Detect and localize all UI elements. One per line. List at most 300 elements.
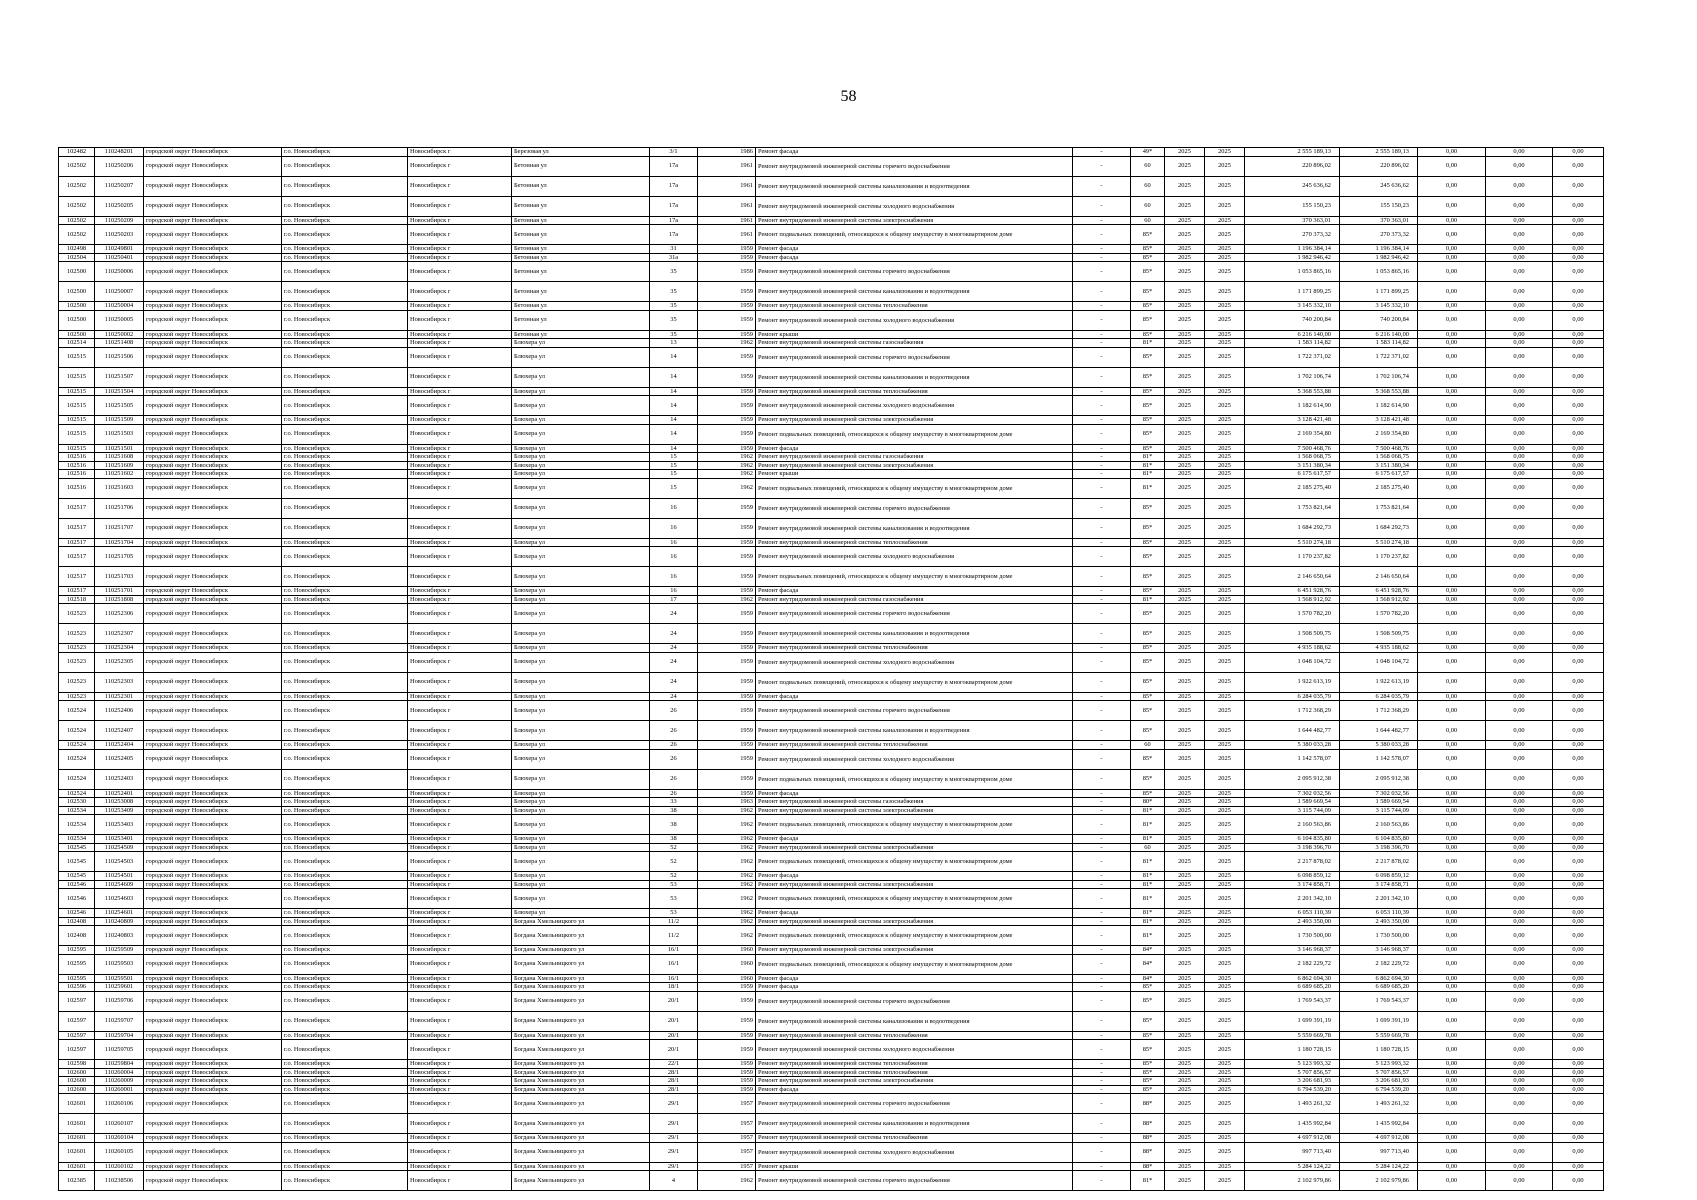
municipality-short-cell: г.о. Новосибирск: [282, 310, 408, 330]
city-cell: Новосибирск г: [408, 917, 512, 926]
cost-total-cell: 2 146 650,64: [1245, 567, 1340, 587]
work-type-cell: Ремонт внутридомовой инженерной системы электроснабжения: [756, 416, 1073, 425]
house-id-cell: 102515: [59, 396, 95, 416]
cost-fund-cell: 6 451 928,76: [1340, 587, 1418, 596]
year-end-cell: 2025: [1205, 872, 1245, 881]
cost-fund-cell: 1 583 114,82: [1340, 339, 1418, 348]
building-number-cell: 14: [650, 416, 698, 425]
house-id-cell: 102500: [59, 262, 95, 282]
dash-marker-cell: -: [1073, 587, 1131, 596]
work-code-cell: 110251609: [95, 461, 144, 470]
cost-total-cell: 1 702 106,74: [1245, 367, 1340, 387]
table-row: [59, 1068, 1604, 1077]
house-id-cell: 102545: [59, 872, 95, 881]
year-end-cell: 2025: [1205, 917, 1245, 926]
cost-other-cell: 0,00: [1553, 1060, 1604, 1069]
cost-other-cell: 0,00: [1553, 1171, 1604, 1191]
street-cell: Блюхера ул: [512, 835, 650, 844]
city-cell: Новосибирск г: [408, 387, 512, 396]
cost-budget-a-cell: 0,00: [1418, 176, 1486, 196]
build-year-cell: 1959: [698, 1085, 756, 1094]
building-number-cell: 35: [650, 310, 698, 330]
cost-budget-b-cell: 0,00: [1486, 604, 1553, 624]
cost-fund-cell: 1 196 384,14: [1340, 245, 1418, 254]
city-cell: Новосибирск г: [408, 749, 512, 769]
cost-other-cell: 0,00: [1553, 225, 1604, 245]
build-year-cell: 1959: [698, 587, 756, 596]
work-code-cell: 110250203: [95, 225, 144, 245]
year-end-cell: 2025: [1205, 253, 1245, 262]
cost-budget-b-cell: 0,00: [1486, 624, 1553, 644]
cost-other-cell: 0,00: [1553, 310, 1604, 330]
year-end-cell: 2025: [1205, 1031, 1245, 1040]
build-year-cell: 1962: [698, 339, 756, 348]
work-type-cell: Ремонт подвальных помещений, относящихся к общему имуществу в многоквартирном доме: [756, 852, 1073, 872]
wear-percent-cell: 81*: [1131, 470, 1165, 479]
dash-marker-cell: -: [1073, 461, 1131, 470]
build-year-cell: 1959: [698, 498, 756, 518]
city-cell: Новосибирск г: [408, 1011, 512, 1031]
cost-budget-b-cell: 0,00: [1486, 692, 1553, 701]
municipality-name-cell: городской округ Новосибирск: [144, 974, 282, 983]
table-row: [59, 538, 1604, 547]
municipality-name-cell: городской округ Новосибирск: [144, 991, 282, 1011]
street-cell: Блюхера ул: [512, 547, 650, 567]
wear-percent-cell: 81*: [1131, 926, 1165, 946]
cost-budget-b-cell: 0,00: [1486, 282, 1553, 302]
cost-total-cell: 1 568 068,75: [1245, 453, 1340, 462]
cost-budget-a-cell: 0,00: [1418, 692, 1486, 701]
table-row: [59, 461, 1604, 470]
cost-budget-b-cell: 0,00: [1486, 1094, 1553, 1114]
work-code-cell: 110252304: [95, 644, 144, 653]
work-code-cell: 110253008: [95, 798, 144, 807]
build-year-cell: 1959: [698, 1040, 756, 1060]
dash-marker-cell: -: [1073, 880, 1131, 889]
table-row: [59, 946, 1604, 955]
cost-budget-a-cell: 0,00: [1418, 1077, 1486, 1086]
city-cell: Новосибирск г: [408, 518, 512, 538]
table-row: [59, 176, 1604, 196]
cost-other-cell: 0,00: [1553, 815, 1604, 835]
municipality-short-cell: г.о. Новосибирск: [282, 852, 408, 872]
dash-marker-cell: -: [1073, 196, 1131, 216]
year-start-cell: 2025: [1165, 396, 1205, 416]
cost-budget-b-cell: 0,00: [1486, 806, 1553, 815]
work-type-cell: Ремонт подвальных помещений, относящихся к общему имуществу в многоквартирном доме: [756, 926, 1073, 946]
work-code-cell: 110251608: [95, 453, 144, 462]
year-end-cell: 2025: [1205, 798, 1245, 807]
wear-percent-cell: 85*: [1131, 253, 1165, 262]
municipality-short-cell: г.о. Новосибирск: [282, 424, 408, 444]
table-row: [59, 644, 1604, 653]
cost-budget-a-cell: 0,00: [1418, 547, 1486, 567]
wear-percent-cell: 81*: [1131, 595, 1165, 604]
city-cell: Новосибирск г: [408, 692, 512, 701]
cost-fund-cell: 3 115 744,09: [1340, 806, 1418, 815]
cost-budget-a-cell: 0,00: [1418, 156, 1486, 176]
table-row: [59, 302, 1604, 311]
table-row: [59, 148, 1604, 157]
build-year-cell: 1959: [698, 330, 756, 339]
street-cell: Блюхера ул: [512, 789, 650, 798]
street-cell: Блюхера ул: [512, 498, 650, 518]
cost-other-cell: 0,00: [1553, 1134, 1604, 1143]
build-year-cell: 1960: [698, 974, 756, 983]
house-id-cell: 102601: [59, 1134, 95, 1143]
year-end-cell: 2025: [1205, 1114, 1245, 1134]
build-year-cell: 1959: [698, 444, 756, 453]
cost-budget-b-cell: 0,00: [1486, 498, 1553, 518]
city-cell: Новосибирск г: [408, 624, 512, 644]
cost-budget-a-cell: 0,00: [1418, 478, 1486, 498]
cost-other-cell: 0,00: [1553, 262, 1604, 282]
year-end-cell: 2025: [1205, 889, 1245, 909]
build-year-cell: 1959: [698, 424, 756, 444]
dash-marker-cell: -: [1073, 1142, 1131, 1162]
dash-marker-cell: -: [1073, 1060, 1131, 1069]
cost-budget-a-cell: 0,00: [1418, 367, 1486, 387]
cost-budget-b-cell: 0,00: [1486, 330, 1553, 339]
cost-fund-cell: 1 730 500,00: [1340, 926, 1418, 946]
house-id-cell: 102515: [59, 424, 95, 444]
dash-marker-cell: -: [1073, 835, 1131, 844]
year-end-cell: 2025: [1205, 387, 1245, 396]
municipality-name-cell: городской округ Новосибирск: [144, 216, 282, 225]
city-cell: Новосибирск г: [408, 1031, 512, 1040]
municipality-name-cell: городской округ Новосибирск: [144, 1114, 282, 1134]
year-end-cell: 2025: [1205, 701, 1245, 721]
table-row: [59, 798, 1604, 807]
house-id-cell: 102523: [59, 652, 95, 672]
build-year-cell: 1959: [698, 983, 756, 992]
cost-total-cell: 2 160 563,86: [1245, 815, 1340, 835]
municipality-name-cell: городской округ Новосибирск: [144, 176, 282, 196]
city-cell: Новосибирск г: [408, 547, 512, 567]
year-start-cell: 2025: [1165, 1171, 1205, 1191]
cost-other-cell: 0,00: [1553, 339, 1604, 348]
cost-budget-b-cell: 0,00: [1486, 262, 1553, 282]
dash-marker-cell: -: [1073, 991, 1131, 1011]
wear-percent-cell: 85*: [1131, 444, 1165, 453]
wear-percent-cell: 85*: [1131, 518, 1165, 538]
dash-marker-cell: -: [1073, 156, 1131, 176]
house-id-cell: 102515: [59, 387, 95, 396]
work-type-cell: Ремонт внутридомовой инженерной системы холодного водоснабжения: [756, 1040, 1073, 1060]
dash-marker-cell: -: [1073, 1068, 1131, 1077]
year-end-cell: 2025: [1205, 1162, 1245, 1171]
dash-marker-cell: -: [1073, 282, 1131, 302]
cost-fund-cell: 1 048 104,72: [1340, 652, 1418, 672]
work-code-cell: 110251509: [95, 416, 144, 425]
cost-fund-cell: 6 862 694,30: [1340, 974, 1418, 983]
work-code-cell: 110251707: [95, 518, 144, 538]
cost-total-cell: 2 555 189,13: [1245, 148, 1340, 157]
house-id-cell: 102516: [59, 453, 95, 462]
cost-fund-cell: 220 896,02: [1340, 156, 1418, 176]
cost-budget-b-cell: 0,00: [1486, 347, 1553, 367]
cost-total-cell: 3 174 858,71: [1245, 880, 1340, 889]
building-number-cell: 14: [650, 424, 698, 444]
work-code-cell: 110250207: [95, 176, 144, 196]
house-id-cell: 102546: [59, 909, 95, 918]
wear-percent-cell: 88*: [1131, 1114, 1165, 1134]
building-number-cell: 52: [650, 872, 698, 881]
municipality-name-cell: городской округ Новосибирск: [144, 749, 282, 769]
municipality-short-cell: г.о. Новосибирск: [282, 176, 408, 196]
cost-total-cell: 1 730 500,00: [1245, 926, 1340, 946]
work-code-cell: 110254509: [95, 843, 144, 852]
municipality-name-cell: городской округ Новосибирск: [144, 262, 282, 282]
work-type-cell: Ремонт внутридомовой инженерной системы теплоснабжения: [756, 741, 1073, 750]
year-end-cell: 2025: [1205, 498, 1245, 518]
municipality-name-cell: городской округ Новосибирск: [144, 330, 282, 339]
cost-fund-cell: 3 174 858,71: [1340, 880, 1418, 889]
street-cell: Блюхера ул: [512, 624, 650, 644]
cost-other-cell: 0,00: [1553, 880, 1604, 889]
municipality-short-cell: г.о. Новосибирск: [282, 339, 408, 348]
cost-budget-b-cell: 0,00: [1486, 974, 1553, 983]
work-type-cell: Ремонт внутридомовой инженерной системы холодного водоснабжения: [756, 1142, 1073, 1162]
work-code-cell: 110250002: [95, 330, 144, 339]
cost-fund-cell: 155 150,23: [1340, 196, 1418, 216]
cost-total-cell: 370 363,01: [1245, 216, 1340, 225]
wear-percent-cell: 81*: [1131, 478, 1165, 498]
building-number-cell: 20/1: [650, 1040, 698, 1060]
municipality-short-cell: г.о. Новосибирск: [282, 587, 408, 596]
building-number-cell: 11/2: [650, 917, 698, 926]
city-cell: Новосибирск г: [408, 880, 512, 889]
work-code-cell: 110251603: [95, 478, 144, 498]
wear-percent-cell: 81*: [1131, 852, 1165, 872]
wear-percent-cell: 85*: [1131, 396, 1165, 416]
table-row: [59, 1114, 1604, 1134]
municipality-name-cell: городской округ Новосибирск: [144, 624, 282, 644]
table-row: [59, 1142, 1604, 1162]
cost-fund-cell: 7 500 468,76: [1340, 444, 1418, 453]
building-number-cell: 16: [650, 538, 698, 547]
city-cell: Новосибирск г: [408, 806, 512, 815]
building-number-cell: 16/1: [650, 946, 698, 955]
cost-budget-b-cell: 0,00: [1486, 1068, 1553, 1077]
cost-other-cell: 0,00: [1553, 835, 1604, 844]
cost-fund-cell: 1 570 782,20: [1340, 604, 1418, 624]
cost-total-cell: 3 198 396,70: [1245, 843, 1340, 852]
cost-budget-a-cell: 0,00: [1418, 852, 1486, 872]
build-year-cell: 1959: [698, 245, 756, 254]
cost-budget-b-cell: 0,00: [1486, 547, 1553, 567]
year-start-cell: 2025: [1165, 624, 1205, 644]
municipality-short-cell: г.о. Новосибирск: [282, 991, 408, 1011]
city-cell: Новосибирск г: [408, 216, 512, 225]
municipality-short-cell: г.о. Новосибирск: [282, 416, 408, 425]
street-cell: Блюхера ул: [512, 652, 650, 672]
city-cell: Новосибирск г: [408, 367, 512, 387]
municipality-name-cell: городской округ Новосибирск: [144, 310, 282, 330]
building-number-cell: 29/1: [650, 1094, 698, 1114]
cost-other-cell: 0,00: [1553, 769, 1604, 789]
municipality-name-cell: городской округ Новосибирск: [144, 644, 282, 653]
year-start-cell: 2025: [1165, 1094, 1205, 1114]
year-start-cell: 2025: [1165, 470, 1205, 479]
dash-marker-cell: -: [1073, 806, 1131, 815]
municipality-name-cell: городской округ Новосибирск: [144, 889, 282, 909]
table-row: [59, 453, 1604, 462]
street-cell: Бетонная ул: [512, 330, 650, 339]
work-code-cell: 110259509: [95, 946, 144, 955]
municipality-short-cell: г.о. Новосибирск: [282, 652, 408, 672]
work-code-cell: 110259704: [95, 1031, 144, 1040]
cost-fund-cell: 5 707 856,57: [1340, 1068, 1418, 1077]
work-code-cell: 110251706: [95, 498, 144, 518]
build-year-cell: 1959: [698, 567, 756, 587]
cost-other-cell: 0,00: [1553, 216, 1604, 225]
year-end-cell: 2025: [1205, 567, 1245, 587]
street-cell: Богдана Хмельницкого ул: [512, 1094, 650, 1114]
street-cell: Блюхера ул: [512, 672, 650, 692]
cost-fund-cell: 1 769 543,37: [1340, 991, 1418, 1011]
year-start-cell: 2025: [1165, 587, 1205, 596]
street-cell: Богдана Хмельницкого ул: [512, 1077, 650, 1086]
cost-fund-cell: 1 644 482,77: [1340, 721, 1418, 741]
table-row: [59, 604, 1604, 624]
work-type-cell: Ремонт крыши: [756, 470, 1073, 479]
cost-total-cell: 3 145 332,10: [1245, 302, 1340, 311]
building-number-cell: 24: [650, 644, 698, 653]
cost-total-cell: 220 896,02: [1245, 156, 1340, 176]
cost-total-cell: 1 570 782,20: [1245, 604, 1340, 624]
cost-total-cell: 6 689 685,20: [1245, 983, 1340, 992]
house-id-cell: 102515: [59, 416, 95, 425]
house-id-cell: 102530: [59, 798, 95, 807]
cost-budget-b-cell: 0,00: [1486, 424, 1553, 444]
cost-fund-cell: 5 284 124,22: [1340, 1162, 1418, 1171]
building-number-cell: 17: [650, 595, 698, 604]
cost-budget-b-cell: 0,00: [1486, 310, 1553, 330]
cost-budget-b-cell: 0,00: [1486, 946, 1553, 955]
wear-percent-cell: 88*: [1131, 1162, 1165, 1171]
work-type-cell: Ремонт внутридомовой инженерной системы теплоснабжения: [756, 1060, 1073, 1069]
work-code-cell: 110251501: [95, 444, 144, 453]
house-id-cell: 102517: [59, 567, 95, 587]
dash-marker-cell: -: [1073, 498, 1131, 518]
year-start-cell: 2025: [1165, 176, 1205, 196]
year-start-cell: 2025: [1165, 815, 1205, 835]
cost-other-cell: 0,00: [1553, 156, 1604, 176]
house-id-cell: 102515: [59, 347, 95, 367]
house-id-cell: 102597: [59, 1031, 95, 1040]
year-start-cell: 2025: [1165, 518, 1205, 538]
wear-percent-cell: 85*: [1131, 498, 1165, 518]
table-row: [59, 741, 1604, 750]
cost-budget-a-cell: 0,00: [1418, 1134, 1486, 1143]
municipality-name-cell: городской округ Новосибирск: [144, 692, 282, 701]
year-start-cell: 2025: [1165, 880, 1205, 889]
cost-budget-a-cell: 0,00: [1418, 347, 1486, 367]
municipality-name-cell: городской округ Новосибирск: [144, 1077, 282, 1086]
cost-fund-cell: 5 559 669,78: [1340, 1031, 1418, 1040]
cost-budget-a-cell: 0,00: [1418, 917, 1486, 926]
table-row: [59, 889, 1604, 909]
cost-budget-a-cell: 0,00: [1418, 1094, 1486, 1114]
cost-other-cell: 0,00: [1553, 1162, 1604, 1171]
municipality-name-cell: городской округ Новосибирск: [144, 595, 282, 604]
cost-budget-b-cell: 0,00: [1486, 478, 1553, 498]
cost-other-cell: 0,00: [1553, 872, 1604, 881]
municipality-short-cell: г.о. Новосибирск: [282, 567, 408, 587]
building-number-cell: 53: [650, 889, 698, 909]
cost-budget-a-cell: 0,00: [1418, 498, 1486, 518]
city-cell: Новосибирск г: [408, 1162, 512, 1171]
work-code-cell: 110250401: [95, 253, 144, 262]
city-cell: Новосибирск г: [408, 974, 512, 983]
house-id-cell: 102534: [59, 806, 95, 815]
wear-percent-cell: 80*: [1131, 798, 1165, 807]
build-year-cell: 1962: [698, 461, 756, 470]
build-year-cell: 1962: [698, 843, 756, 852]
cost-total-cell: 997 713,40: [1245, 1142, 1340, 1162]
street-cell: Блюхера ул: [512, 478, 650, 498]
cost-total-cell: 1 196 384,14: [1245, 245, 1340, 254]
building-number-cell: 29/1: [650, 1134, 698, 1143]
year-end-cell: 2025: [1205, 741, 1245, 750]
wear-percent-cell: 88*: [1131, 1094, 1165, 1114]
municipality-name-cell: городской округ Новосибирск: [144, 396, 282, 416]
wear-percent-cell: 81*: [1131, 815, 1165, 835]
year-start-cell: 2025: [1165, 1040, 1205, 1060]
work-type-cell: Ремонт фасада: [756, 444, 1073, 453]
year-start-cell: 2025: [1165, 835, 1205, 844]
city-cell: Новосибирск г: [408, 815, 512, 835]
city-cell: Новосибирск г: [408, 1142, 512, 1162]
work-type-cell: Ремонт фасада: [756, 245, 1073, 254]
street-cell: Блюхера ул: [512, 396, 650, 416]
house-id-cell: 102524: [59, 789, 95, 798]
dash-marker-cell: -: [1073, 954, 1131, 974]
wear-percent-cell: 49*: [1131, 148, 1165, 157]
table-row: [59, 367, 1604, 387]
build-year-cell: 1959: [698, 1060, 756, 1069]
cost-total-cell: 6 053 110,39: [1245, 909, 1340, 918]
cost-total-cell: 1 922 613,19: [1245, 672, 1340, 692]
table-row: [59, 926, 1604, 946]
build-year-cell: 1959: [698, 789, 756, 798]
city-cell: Новосибирск г: [408, 852, 512, 872]
house-id-cell: 102524: [59, 769, 95, 789]
table-row: [59, 974, 1604, 983]
cost-other-cell: 0,00: [1553, 347, 1604, 367]
building-number-cell: 17а: [650, 156, 698, 176]
municipality-short-cell: г.о. Новосибирск: [282, 741, 408, 750]
street-cell: Блюхера ул: [512, 701, 650, 721]
street-cell: Богдана Хмельницкого ул: [512, 926, 650, 946]
year-start-cell: 2025: [1165, 461, 1205, 470]
cost-fund-cell: 1 568 912,92: [1340, 595, 1418, 604]
city-cell: Новосибирск г: [408, 302, 512, 311]
year-end-cell: 2025: [1205, 245, 1245, 254]
work-type-cell: Ремонт внутридомовой инженерной системы теплоснабжения: [756, 387, 1073, 396]
street-cell: Блюхера ул: [512, 880, 650, 889]
house-id-cell: 102518: [59, 595, 95, 604]
work-code-cell: 110251701: [95, 587, 144, 596]
cost-total-cell: 6 794 539,20: [1245, 1085, 1340, 1094]
work-code-cell: 110250007: [95, 282, 144, 302]
work-type-cell: Ремонт подвальных помещений, относящихся к общему имуществу в многоквартирном доме: [756, 672, 1073, 692]
work-type-cell: Ремонт фасада: [756, 1085, 1073, 1094]
cost-budget-b-cell: 0,00: [1486, 749, 1553, 769]
municipality-name-cell: городской округ Новосибирск: [144, 470, 282, 479]
dash-marker-cell: -: [1073, 872, 1131, 881]
